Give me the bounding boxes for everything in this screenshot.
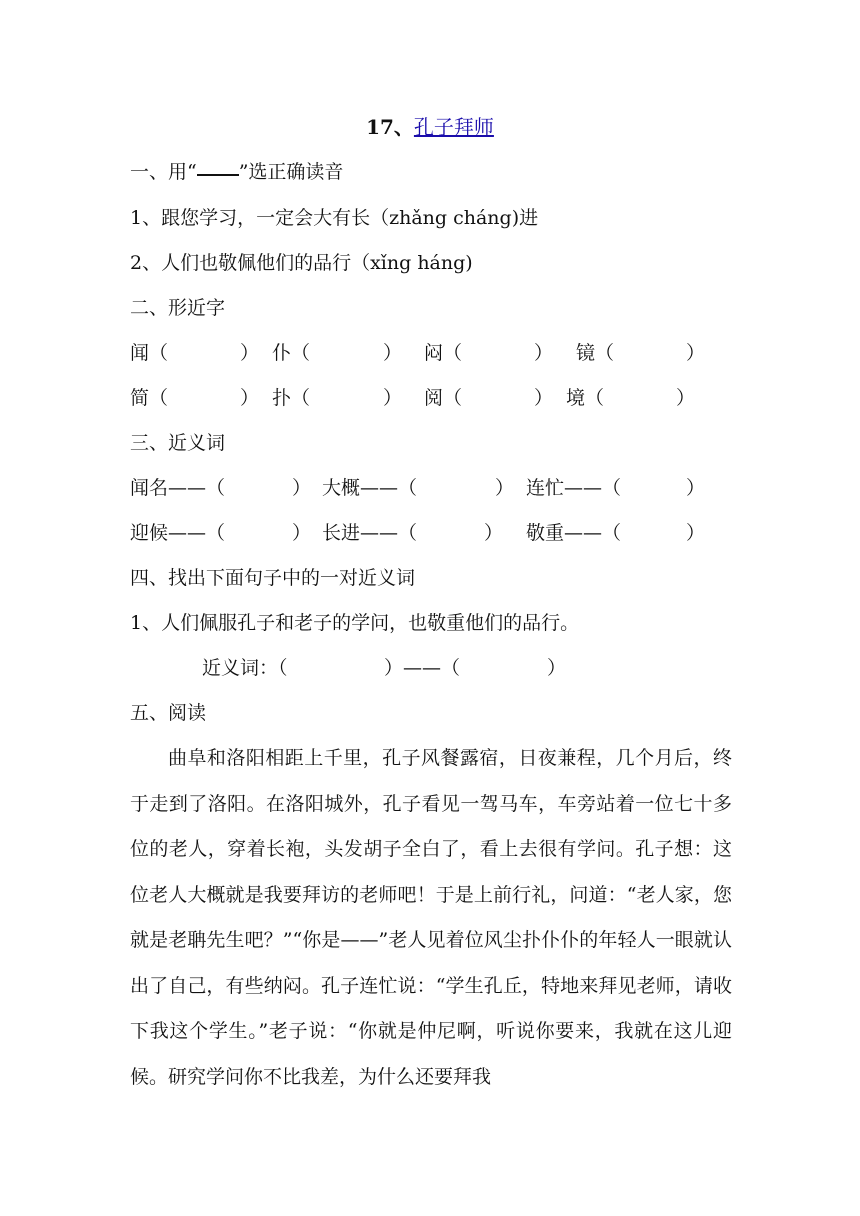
synonym-blank-open: 长进——（: [322, 522, 418, 544]
synonym-blank-close: ）: [686, 477, 706, 499]
section1-question-1: 1、跟您学习，一定会大有长（zhǎng cháng)进: [130, 207, 539, 229]
underline-blank: [197, 174, 239, 176]
section4-question-1: 1、人们佩服孔子和老子的学问，也敬重他们的品行。: [130, 612, 580, 634]
title-link[interactable]: 孔子拜师: [413, 115, 494, 139]
synonym-blank-open: 连忙——（: [526, 477, 622, 499]
answer-blank-close: ）: [547, 657, 567, 679]
reading-passage: 曲阜和洛阳相距上千里，孔子风餐露宿，日夜兼程，几个月后，终于走到了洛阳。在洛阳城外，孔子看见一驾马车，车旁站着一位七十多位的老人，穿着长袍，头发胡子全白了，看上去很有学问。孔子想：这位老人大概就是我要拜访的老师吧！于是上前行礼，问道：“老人家，您就是老聃先生吧？”“你是——”老人见着位风尘扑仆仆的年轻人一眼就认出了自己，有些纳闷。孔子连忙说：“学生孔丘，特地来拜见老师，请收下我这个学生。”老子说：“你就是仲尼啊，听说你要来，我就在这儿迎候。研究学问你不比我差，为什么还要拜我: [130, 747, 732, 1088]
page-title: [0, 114, 860, 140]
synonym-blank-open: 迎候——（: [130, 522, 226, 544]
section2-heading: 二、形近字: [130, 297, 226, 319]
word-blank-close: ）: [534, 387, 554, 409]
section1-question-2: 2、人们也敬佩他们的品行（xǐng háng): [130, 252, 473, 274]
word-blank-open: 境（: [566, 387, 605, 409]
synonym-blank-open: 闻名——（: [130, 477, 226, 499]
synonym-blank-close: ）: [686, 522, 706, 544]
answer-blank-middle: ）——（: [384, 657, 461, 679]
synonym-blank-close: ）: [484, 522, 504, 544]
synonym-blank-open: 大概——（: [322, 477, 418, 499]
synonym-blank-close: ）: [292, 477, 312, 499]
word-blank-open: 扑（: [272, 387, 311, 409]
word-blank-close: ）: [383, 342, 403, 364]
section3-heading: 三、近义词: [130, 432, 226, 454]
word-blank-close: ）: [383, 387, 403, 409]
word-blank-open: 简（: [130, 387, 169, 409]
word-blank-close: ）: [686, 342, 706, 364]
answer-blank-open: 近义词：（: [202, 657, 288, 679]
word-blank-open: 阅（: [424, 387, 463, 409]
section4-heading: 四、找出下面句子中的一对近义词: [130, 567, 416, 589]
section5-heading: 五、阅读: [130, 702, 207, 724]
synonym-blank-open: 敬重——（: [526, 522, 622, 544]
word-blank-open: 仆（: [272, 342, 311, 364]
word-blank-open: 镜（: [576, 342, 615, 364]
synonym-blank-close: ）: [292, 522, 312, 544]
section1-heading: 一、用“ ”选正确读音: [130, 161, 344, 183]
synonym-blank-close: ）: [495, 477, 515, 499]
word-blank-close: ）: [676, 387, 696, 409]
word-blank-close: ）: [240, 387, 260, 409]
title-number: 17、: [366, 115, 414, 139]
word-blank-close: ）: [240, 342, 260, 364]
word-blank-open: 闻（: [130, 342, 169, 364]
word-blank-open: 闷（: [424, 342, 463, 364]
word-blank-close: ）: [534, 342, 554, 364]
